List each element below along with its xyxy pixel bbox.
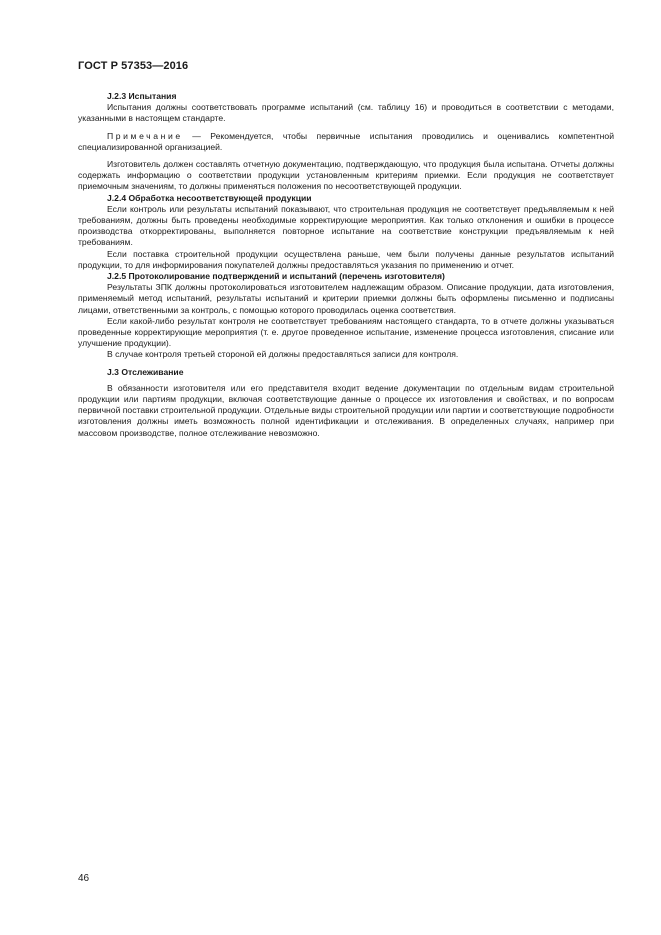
section-heading-j24: J.2.4 Обработка несоответствующей продукции	[107, 192, 312, 203]
note-text: — Рекомендуется, чтобы первичные испытания проводились и оценивались компетентной специализированной организацией.	[78, 130, 614, 152]
paragraph-j24-delivery: Если поставка строительной продукции осуществлена раньше, чем были получены данные результатов испытаний продукции, то для информирования покупателей должны предоставляться указания по применению и отчет.	[78, 248, 614, 270]
paragraph-j24-corrective: Если контроль или результаты испытаний показывают, что строительная продукция не соответствует предъявляемым к ней требованиям, должны быть проведены необходимые корректирующие мероприятия. Как только отклонения и ошибки в процессе производства откорректированы, выполняется повторное испытание на соответствие конструкции предъявляемым к ней требованиям.	[78, 203, 614, 248]
note-paragraph	[78, 131, 614, 153]
page-number: 46	[78, 873, 90, 884]
section-heading-j25: J.2.5 Протоколирование подтверждений и испытаний (перечень изготовителя)	[107, 271, 445, 282]
paragraph-j25-records: Результаты ЗПК должны протоколироваться изготовителем надлежащим образом. Описание продукции, дата изготовления, применяемый метод испытаний, результаты испытаний и критерии приемки должны быть оформлены письменно и подписаны лицами, ответственными за контроль, с помощью которого проводилась оценка соответствия.	[78, 282, 614, 315]
paragraph-j25-third-party: В случае контроля третьей стороной ей должны предоставляться записи для контроля.	[107, 349, 459, 360]
paragraph-j23-reports: Изготовитель должен составлять отчетную документацию, подтверждающую, что продукция была испытана. Отчеты должны содержать информацию о соответствии продукции установленным критериям приемки. Если продукция не соответствует приемочным значениям, то должны применяться положения по несоответствующей продукции.	[78, 159, 614, 192]
section-heading-j3: J.3 Отслеживание	[107, 366, 184, 377]
paragraph-j23-tests: Испытания должны соответствовать программе испытаний (см. таблицу 16) и проводиться в соответствии с методами, указанными в настоящем стандарте.	[78, 102, 614, 124]
document-body	[78, 91, 614, 439]
paragraph-j25-nonconformity: Если какой-либо результат контроля не соответствует требованиям настоящего стандарта, то в отчете должны указываться проведенные корректирующие мероприятия (т. е. другое проведенное испытание, изменение процесса изготовления, списание или улучшение продукции).	[78, 315, 614, 349]
paragraph-j3-traceability: В обязанности изготовителя или его представителя входит ведение документации по отдельным видам строительной продукции или партиям продукции, включая соответствующие данные о процессе их изготовления и свойствах, и по вопросам первичной поставки строительной продукции. Отдельные виды строительной продукции или партии и соответствующие подробности изготовления должны иметь возможность полной идентификации и отслеживания. В определенных случаях, например при массовом производстве, полное отслеживание невозможно.	[78, 382, 614, 438]
section-heading-j23: J.2.3 Испытания	[107, 91, 177, 101]
note-label: Примечание	[107, 130, 183, 141]
document-header: ГОСТ Р 57353—2016	[78, 60, 189, 72]
